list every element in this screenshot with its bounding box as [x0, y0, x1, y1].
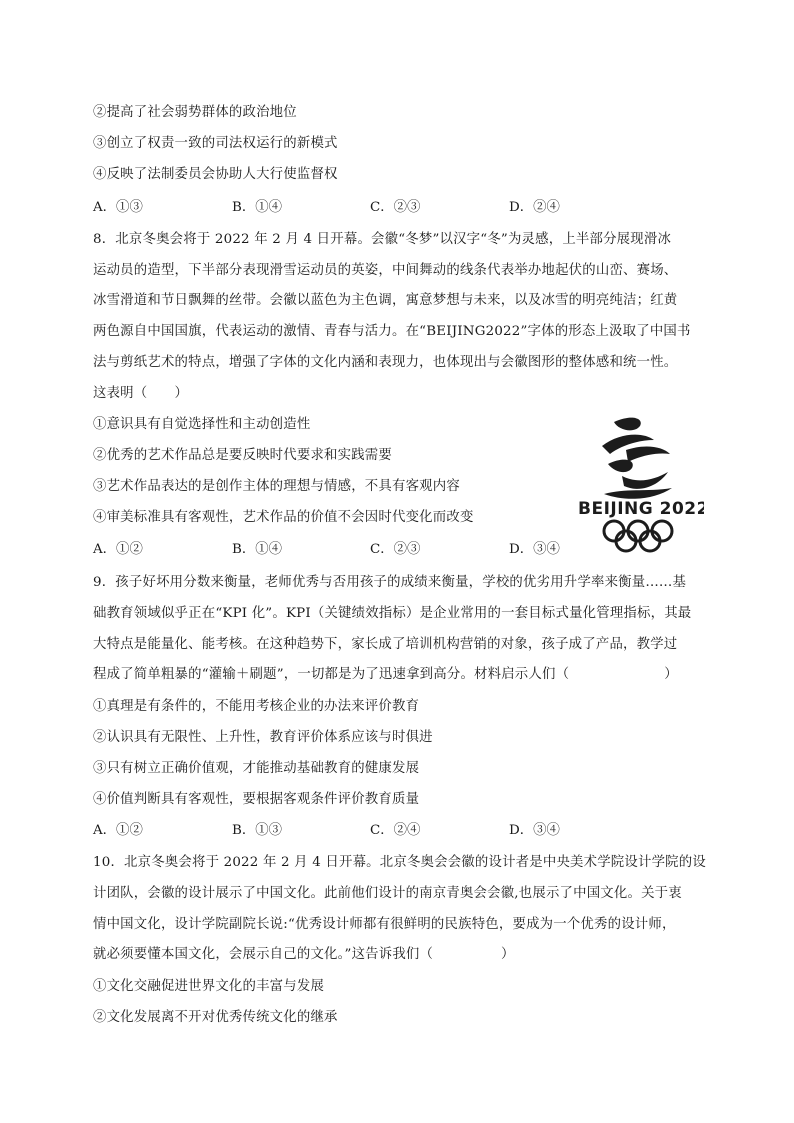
q8-option-b: B．①④ [232, 542, 283, 557]
q8-item-3: ③艺术作品表达的是创作主体的理想与情感，不具有客观内容 [93, 479, 460, 494]
q9-stem-line: 础教育领域似乎正在“KPI 化”。KPI（关键绩效指标）是企业常用的一套目标式量化管理指标，其最 [93, 606, 692, 621]
q8-option-a: A．①② [93, 542, 143, 557]
q10-item-1: ①文化交融促进世界文化的丰富与发展 [93, 979, 325, 994]
q9-option-a: A．①② [93, 823, 143, 838]
emblem-skier-stroke [622, 472, 668, 489]
q9-item-3: ③只有树立正确价值观，才能推动基础教育的健康发展 [93, 761, 420, 776]
q8-stem-line: 运动员的造型，下半部分表现滑雪运动员的英姿，中间舞动的线条代表举办地起伏的山峦、赛场、 [93, 263, 678, 278]
q8-item-1: ①意识具有自觉选择性和主动创造性 [93, 417, 311, 432]
emblem-top-stroke [614, 418, 641, 431]
emblem-graphic [574, 410, 704, 560]
q8-stem-line: 8．北京冬奥会将于 2022 年 2 月 4 日开幕。会徽“冬梦”以汉字“冬”为灵感，上半部分展现滑冰 [93, 232, 672, 247]
olympic-rings-icon [604, 521, 672, 551]
q8-stem-line: 这表明（ ） [93, 386, 189, 401]
beijing-2022-emblem-icon [574, 410, 704, 560]
q9-stem-line: 大特点是能量化、能考核。在这种趋势下，家长成了培训机构营销的对象，孩子成了产品，教学过 [93, 637, 678, 652]
q8-stem-line: 法与剪纸艺术的特点，增强了字体的文化内涵和表现力，也体现出与会徽图形的整体感和统一性。 [93, 355, 678, 370]
q7-item-4: ④反映了法制委员会协助人大行使监督权 [93, 167, 338, 182]
q10-item-2: ②文化发展离不开对优秀传统文化的继承 [93, 1010, 338, 1025]
q8-item-4: ④审美标准具有客观性，艺术作品的价值不会因时代变化而改变 [93, 510, 474, 525]
q10-stem-line: 就必须要懂本国文化，会展示自己的文化。”这告诉我们（ ） [93, 947, 515, 962]
q9-stem-line: 9．孩子好坏用分数来衡量，老师优秀与否用孩子的成绩来衡量，学校的优劣用升学率来衡量……基 [93, 575, 687, 590]
emblem-wave-stroke [626, 447, 670, 462]
q8-item-2: ②优秀的艺术作品总是要反映时代要求和实践需要 [93, 448, 392, 463]
q10-stem-line: 计团队，会徽的设计展示了中国文化。此前他们设计的南京青奥会会徽,也展示了中国文化。关于衷 [93, 886, 682, 901]
q7-option-a: A．①③ [93, 200, 143, 215]
q8-option-c: C．②③ [370, 542, 421, 557]
emblem-mid-stroke [608, 460, 633, 472]
emblem-wordmark: BEIJING 2022 [578, 499, 704, 519]
q9-option-c: C．②④ [370, 823, 421, 838]
q9-item-2: ②认识具有无限性、上升性，教育评价体系应该与时俱进 [93, 730, 433, 745]
q7-item-2: ②提高了社会弱势群体的政治地位 [93, 105, 297, 120]
q9-stem-line: 程成了简单粗暴的“灌输＋刷题”，一切都是为了迅速拿到高分。材料启示人们（ ） [93, 667, 678, 682]
q9-item-1: ①真理是有条件的，不能用考核企业的办法来评价教育 [93, 699, 420, 714]
q8-stem-line: 冰雪滑道和节日飘舞的丝带。会徽以蓝色为主色调，寓意梦想与未来，以及冰雪的明亮纯洁；红黄 [93, 293, 678, 308]
q10-stem-line: 情中国文化，设计学院副院长说:“优秀设计师都有很鲜明的民族特色，要成为一个优秀的设计师， [93, 917, 676, 932]
q9-option-b: B．①③ [232, 823, 283, 838]
q8-option-d: D．③④ [509, 542, 560, 557]
q8-stem-line: 两色源自中国国旗，代表运动的激情、青春与活力。在“BEIJING2022”字体的形态上汲取了中国书 [93, 324, 691, 339]
q7-option-c: C．②③ [370, 200, 421, 215]
q10-stem-line: 10．北京冬奥会将于 2022 年 2 月 4 日开幕。北京冬奥会会徽的设计者是中央美术学院设计学院的设 [93, 855, 706, 870]
q7-option-b: B．①④ [232, 200, 283, 215]
q7-item-3: ③创立了权责一致的司法权运行的新模式 [93, 136, 338, 151]
q9-item-4: ④价值判断具有客观性，要根据客观条件评价教育质量 [93, 792, 420, 807]
emblem-base-stroke [604, 488, 672, 499]
q9-option-d: D．③④ [509, 823, 560, 838]
q7-option-d: D．②④ [509, 200, 560, 215]
